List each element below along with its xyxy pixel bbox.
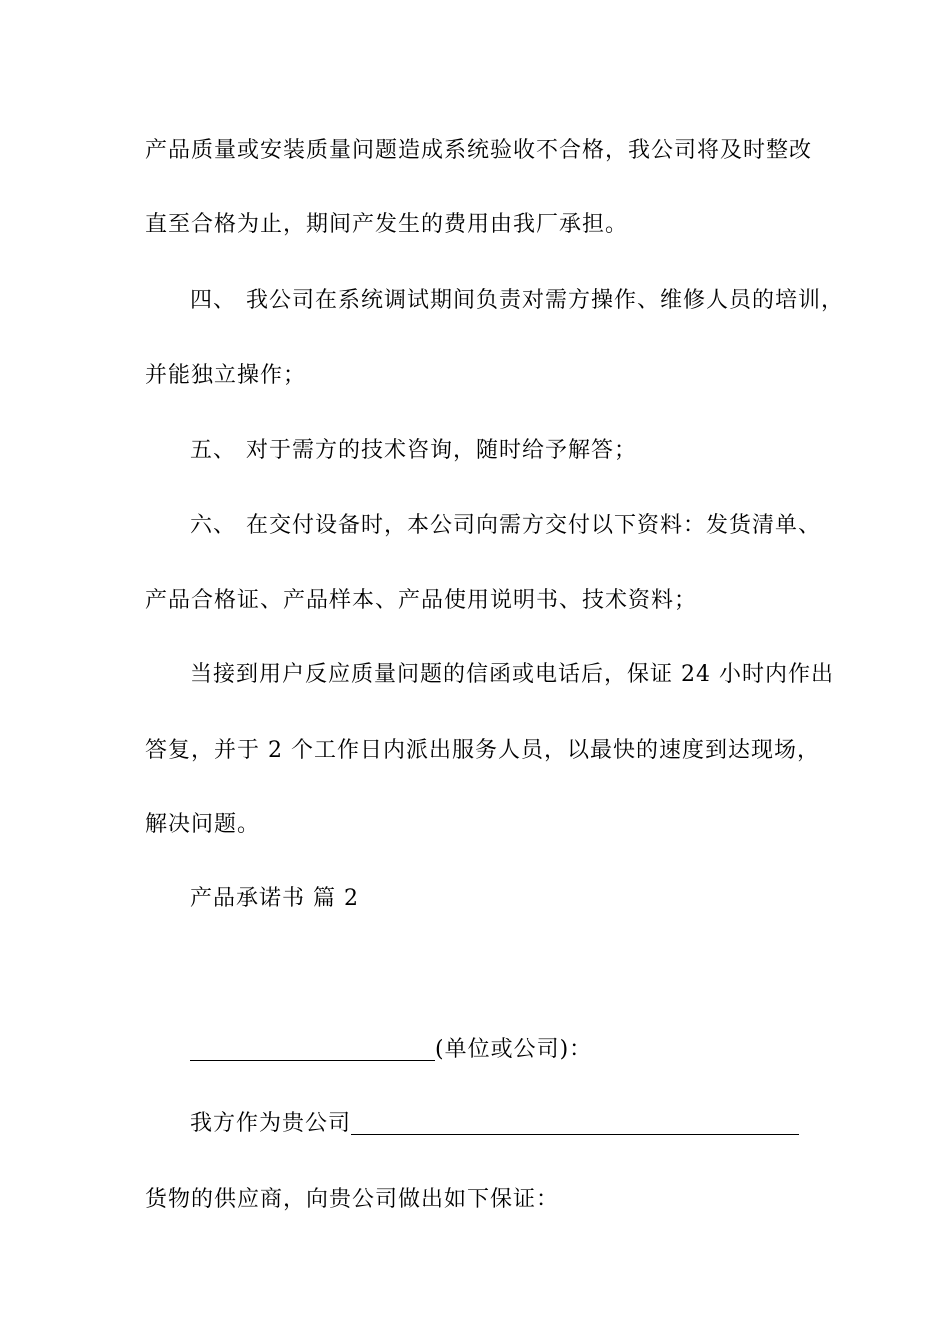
- statement-line: [190, 1109, 799, 1139]
- goods-blank[interactable]: [351, 1112, 799, 1135]
- list-item-number: 四、: [190, 288, 237, 313]
- list-item-text: 我公司在系统调试期间负责对需方操作、维修人员的培训，: [246, 288, 845, 313]
- list-item-text: 对于需方的技术咨询，随时给予解答；: [246, 438, 638, 463]
- paragraph-line: 直至合格为止，期间产发生的费用由我厂承担。: [145, 212, 629, 237]
- paragraph-line: 答复，并于 2 个工作日内派出服务人员，以最快的速度到达现场，: [145, 738, 820, 763]
- paragraph-line: 货物的供应商，向贵公司做出如下保证：: [145, 1187, 560, 1212]
- list-item-4: [190, 286, 844, 316]
- addressee-line: [190, 1035, 592, 1065]
- paragraph-line: 并能独立操作；: [145, 363, 307, 388]
- addressee-blank[interactable]: [190, 1038, 435, 1061]
- paragraph-line: 解决问题。: [145, 812, 261, 837]
- list-item-number: 六、: [190, 513, 237, 538]
- paragraph-line: 产品质量或安装质量问题造成系统验收不合格，我公司将及时整改: [145, 138, 813, 163]
- section-title: 产品承诺书 篇 2: [190, 886, 359, 911]
- paragraph-line: 当接到用户反应质量问题的信函或电话后，保证 24 小时内作出: [190, 662, 834, 687]
- paragraph-line: 产品合格证、产品样本、产品使用说明书、技术资料；: [145, 588, 698, 613]
- list-item-text: 在交付设备时，本公司向需方交付以下资料：发货清单、: [246, 513, 822, 538]
- list-item-6: [190, 511, 821, 541]
- statement-prefix: 我方作为贵公司: [190, 1111, 352, 1136]
- list-item-5: [190, 436, 637, 466]
- addressee-label: (单位或公司)：: [435, 1037, 593, 1062]
- list-item-number: 五、: [190, 438, 237, 463]
